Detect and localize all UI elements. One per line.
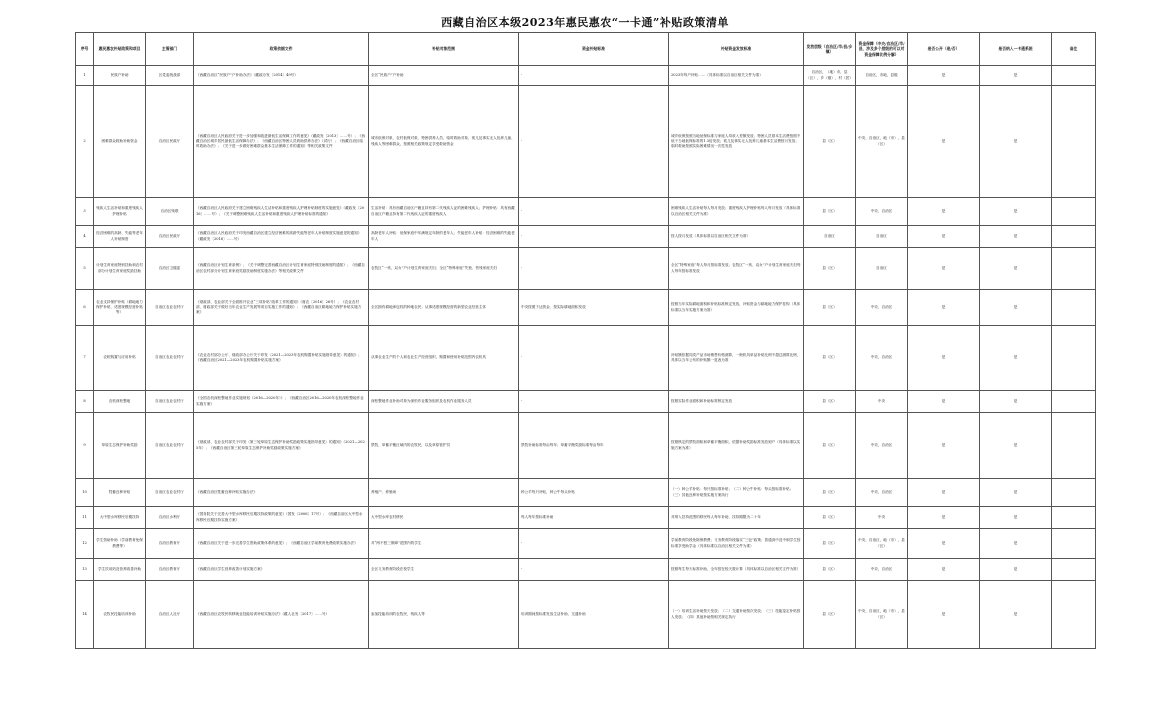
table-row [76, 66, 1096, 86]
header-cell: 补贴对象范围 [369, 33, 519, 66]
table-row [76, 529, 1096, 559]
cell-no: 13 [76, 559, 94, 581]
cell-scope: 对“两不愁三保障”范围内的学生 [369, 529, 519, 559]
cell-no: 6 [76, 290, 94, 326]
cell-public: 是 [908, 226, 980, 248]
cell-no: 5 [76, 248, 94, 290]
cell-amount: - [519, 198, 669, 226]
cell-note [1052, 581, 1096, 649]
cell-basis: 《西藏自治区农牧民转移就业技能培训补贴实施办法》（藏人社发〔2017〕……号） [194, 581, 369, 649]
cell-no: 8 [76, 391, 94, 413]
header-cell: 惠民惠农补贴政策和项目 [94, 33, 146, 66]
cell-scope: 全区“民族户”户补助 [369, 66, 519, 86]
cell-card: 是 [980, 479, 1052, 507]
table-row [76, 391, 1096, 413]
cell-fund: 中央 [856, 507, 908, 529]
cell-basis: 《西藏自治区“民族户”户补助办法》（藏政办发〔2014〕49号） [194, 66, 369, 86]
cell-amount: - [519, 326, 669, 391]
cell-fund: 中央，自治区 [856, 326, 908, 391]
cell-card: 是 [980, 86, 1052, 198]
cell-scope: 全区义务教育阶段在校学生 [369, 559, 519, 581]
cell-standard: 按照每生每天标准补助，全年按在校天数计算（具体标准以自治区相关文件为准） [669, 559, 804, 581]
cell-amount: - [519, 248, 669, 290]
cell-note [1052, 391, 1096, 413]
cell-card: 是 [980, 529, 1052, 559]
cell-basis: 《全国农机深松整地作业实施规划（2016—2020年）》；《西藏自治区2016—2020年农机深松整地作业实施方案》 [194, 391, 369, 413]
header-cell: 资金补贴标准 [519, 33, 669, 66]
cell-public: 是 [908, 507, 980, 529]
cell-amount: 每人每年按标准补助 [519, 507, 669, 529]
cell-amount: - [519, 391, 669, 413]
cell-card: 是 [980, 226, 1052, 248]
cell-scope: 深松整地作业补助对象为深松作业服务组织及农机作业服务人员 [369, 391, 519, 413]
cell-no: 9 [76, 413, 94, 479]
cell-level: 县（区） [804, 326, 856, 391]
cell-no: 3 [76, 198, 94, 226]
cell-standard: 学前教育阶段免除保教费；义务教育阶段落实“三包”政策；普通高中及中职学生按标准享受助学金（具体标准以自治区相关文件为准） [669, 529, 804, 559]
cell-dept: 自治区农业农村厅 [146, 290, 194, 326]
cell-public: 是 [908, 391, 980, 413]
cell-fund: 自治区 [856, 226, 908, 248]
cell-dept: 自治区农业农村厅 [146, 326, 194, 391]
header-cell: 补贴资金发放标准 [669, 33, 804, 66]
cell-name: 农机深松整地 [94, 391, 146, 413]
header-cell: 备注 [1052, 33, 1096, 66]
cell-public: 是 [908, 248, 980, 290]
cell-standard: 按照实际作业面积和补助标准核定发放 [669, 391, 804, 413]
cell-dept: 区党委统战部 [146, 66, 194, 86]
cell-level: 县（区） [804, 529, 856, 559]
cell-standard: 对纳入扶持范围的移民每人每年补助，扶持期限为二十年 [669, 507, 804, 529]
table-row [76, 507, 1096, 529]
cell-scope: 高龄老年人补贴：低保家庭中年满规定年龄的老年人；失能老年人补贴：经济困难的失能老年人 [369, 226, 519, 248]
cell-amount: - [519, 559, 669, 581]
cell-standard: （一）培训生活补助按天发放；（二）交通补助按次发放；（三）技能鉴定补贴按人发放；（四）其他补助按相关规定执行 [669, 581, 804, 649]
cell-standard: 按人按月发放（具体标准以自治区相关文件为准） [669, 226, 804, 248]
table-row [76, 581, 1096, 649]
cell-name: 牲畜良种补贴 [94, 479, 146, 507]
table-row [76, 248, 1096, 290]
table-row [76, 326, 1096, 391]
cell-level: 县（区） [804, 391, 856, 413]
cell-fund: 中央，自治区，地（市），县（区） [856, 529, 908, 559]
table-row [76, 479, 1096, 507]
header-cell: 是否纳入一卡通系统 [980, 33, 1052, 66]
cell-dept: 自治区教育厅 [146, 529, 194, 559]
cell-scope: 全区拥有耕地承包权的种地农民；从事适度规模经营的新型农业经营主体 [369, 290, 519, 326]
cell-fund: 中央，自治区，地（市），县（区） [856, 581, 908, 649]
cell-note [1052, 479, 1096, 507]
table-row [76, 290, 1096, 326]
cell-dept: 自治区残联 [146, 198, 194, 226]
cell-fund: 中央，自治区 [856, 413, 908, 479]
cell-public: 是 [908, 559, 980, 581]
cell-basis: 《农业农村部办公厅、财政部办公厅关于印发〈2021—2023年农机购置补贴实施指导意见〉的通知》；《西藏自治区2021—2023年农机购置补贴实施方案》 [194, 326, 369, 391]
cell-dept: 自治区民政厅 [146, 86, 194, 198]
cell-fund: 自治区，市地，县级 [856, 66, 908, 86]
cell-name: 学生饮用奶及营养改善补助 [94, 559, 146, 581]
cell-note [1052, 66, 1096, 86]
cell-card: 是 [980, 326, 1052, 391]
cell-note [1052, 86, 1096, 198]
cell-name: 大中型水库移民后期扶持 [94, 507, 146, 529]
cell-note [1052, 559, 1096, 581]
cell-name: 农机购置与应用补贴 [94, 326, 146, 391]
header-cell: 发放层级（自治区/市/县/乡镇） [804, 33, 856, 66]
cell-standard: 城乡低保按照当地低保标准与家庭人均收入差额发放；特困人员基本生活费按照不低于当地低保标准的1.3倍发放；孤儿及事实无人抚养儿童基本生活费按月发放；临时救助按照实际困难情况一次性发放 [669, 86, 804, 198]
cell-standard: 按照当年实际耕地面积和补贴标准核定发放，补贴资金与耕地地力保护挂钩（具体标准以当年实施方案为准） [669, 290, 804, 326]
cell-level: 县（区） [804, 198, 856, 226]
cell-level: 县（区） [804, 479, 856, 507]
cell-fund: 中央 [856, 391, 908, 413]
cell-level: 自治区，（地）市，县（区），乡（镇），村（居） [804, 66, 856, 86]
cell-standard: 困难残疾人生活补贴每人每月发放；重度残疾人护理补贴每人每月发放（具体标准以自治区相关文件为准） [669, 198, 804, 226]
header-cell: 资金保障（中央/自治区/市/县，涉及多个层级的可以对资金保障比例分解） [856, 33, 908, 66]
cell-amount: - [519, 226, 669, 248]
cell-amount: 禁牧补助标准每亩每年；草畜平衡奖励标准每亩每年 [519, 413, 669, 479]
cell-note [1052, 326, 1096, 391]
cell-fund: 中央，自治区 [856, 198, 908, 226]
cell-no: 1 [76, 66, 94, 86]
cell-name: 农牧民技能培训补助 [94, 581, 146, 649]
cell-note [1052, 290, 1096, 326]
cell-name: 计划生育家庭特别扶助和农村部分计划生育家庭奖励扶助 [94, 248, 146, 290]
cell-dept: 自治区水利厅 [146, 507, 194, 529]
policy-table [75, 32, 1096, 649]
cell-note [1052, 529, 1096, 559]
cell-amount: - [519, 86, 669, 198]
cell-amount: 种公羊每只补贴，种公牛每头补贴 [519, 479, 669, 507]
cell-scope: 城市低保对象、农村低保对象、特困供养人员、临时救助对象、孤儿及事实无人抚养儿童、残疾人等困难群众，按照相关政策规定享受救助资金 [369, 86, 519, 198]
cell-basis: 《西藏自治区关于进一步完善学生资助政策体系的意见》；《西藏自治区学前教育免费政策实施办法》 [194, 529, 369, 559]
cell-basis: 《国务院关于完善大中型水库移民后期扶持政策的意见》（国发〔2006〕17号）；《西藏自治区大中型水库移民后期扶持实施方案》 [194, 507, 369, 529]
cell-card: 是 [980, 581, 1052, 649]
cell-fund: 中央，自治区 [856, 290, 908, 326]
cell-note [1052, 413, 1096, 479]
cell-name: 残疾人生活补贴和重度残疾人护理补贴 [94, 198, 146, 226]
cell-basis: 《西藏自治区计划生育条例》；《关于调整完善西藏自治区计划生育家庭特别扶助制度的通知》；《西藏自治区农村部分计划生育家庭奖励扶助制度实施办法》等相关政策文件 [194, 248, 369, 290]
cell-card: 是 [980, 66, 1052, 86]
cell-scope: 禁牧、草畜平衡区域内的农牧民，以及草原管护员 [369, 413, 519, 479]
cell-level: 县（区） [804, 581, 856, 649]
cell-dept: 自治区民政厅 [146, 226, 194, 248]
cell-public: 是 [908, 413, 980, 479]
cell-public: 是 [908, 86, 980, 198]
cell-card: 是 [980, 413, 1052, 479]
cell-amount: 中央按照下达资金，按实际耕地面积发放 [519, 290, 669, 326]
cell-dept: 自治区人社厅 [146, 581, 194, 649]
cell-level: 县（区） [804, 559, 856, 581]
cell-standard: 补贴额依据同类产品市场销售价格测算，一般机具单品补贴比例不超过测算比例，具体以当年公布的补贴额一览表为准 [669, 326, 804, 391]
cell-basis: 《财政部、农业农村部关于印发〈第三轮草原生态保护补助奖励政策实施指导意见〉的通知》（2021—2025年）；《西藏自治区第三轮草原生态保护补助奖励政策实施方案》 [194, 413, 369, 479]
cell-fund: 中央，自治区 [856, 559, 908, 581]
cell-scope: 参加技能培训的农牧民、残疾人等 [369, 581, 519, 649]
cell-public: 是 [908, 326, 980, 391]
cell-basis: 《西藏自治区人民政府关于印发西藏自治区建立经济困难的高龄失能等老年人补贴制度实施意见的通知》（藏政发〔2016〕……号） [194, 226, 369, 248]
cell-dept: 自治区农业农村厅 [146, 391, 194, 413]
cell-no: 10 [76, 479, 94, 507]
cell-scope: 生活补贴：具有西藏自治区户籍且持有第二代残疾人证的困难残疾人；护理补贴：具有西藏自治区户籍且持有第二代残疾人证的重度残疾人 [369, 198, 519, 226]
cell-note [1052, 507, 1096, 529]
cell-fund: 中央，自治区 [856, 479, 908, 507]
cell-level: 县（区） [804, 413, 856, 479]
header-cell: 主管部门 [146, 33, 194, 66]
cell-scope: 从事农业生产的个人和农业生产经营组织，购置和使用补贴范围内农机具 [369, 326, 519, 391]
cell-basis: 《西藏自治区人民政府关于进一步加强和改进最低生活保障工作的意见》（藏政发〔2013〕……号）；《西藏自治区城乡居民最低生活保障办法》；《西藏自治区特困人员救助供养办法》（试行）；《西藏自治区临时救助办法》；《关于进一步做好困难群众基本生活保障工作的通知》等相关政策文件 [194, 86, 369, 198]
cell-level: 县（区） [804, 290, 856, 326]
cell-standard: 全区“特殊家庭”每人每月按标准发放；农牧区“一孩、双女”户计划生育家庭夫妇每人每年按标准发放 [669, 248, 804, 290]
cell-level: 县（区） [804, 248, 856, 290]
cell-fund: 中央，自治区，地（市），县（区） [856, 86, 908, 198]
cell-name: 学生资助补助（学前教育免保教费等） [94, 529, 146, 559]
cell-amount: 培训期间按标准发放生活补助、交通补助 [519, 581, 669, 649]
cell-amount: - [519, 66, 669, 86]
header-cell: 是否公开（是/否） [908, 33, 980, 66]
cell-name: 民族户补助 [94, 66, 146, 86]
cell-basis: 《财政部、农业部关于全面推开农业“三项补贴”改革工作的通知》（财农〔2016〕26号）；《农业农村部、财政部关于做好当年农业生产发展等项目实施工作的通知》；《西藏自治区耕地地力保护补贴实施方案》 [194, 290, 369, 326]
cell-card: 是 [980, 391, 1052, 413]
cell-note [1052, 198, 1096, 226]
cell-dept: 自治区农业农村厅 [146, 479, 194, 507]
cell-name: 困难群众救助补助资金 [94, 86, 146, 198]
cell-public: 是 [908, 479, 980, 507]
cell-standard: 2023年每户补贴……（具体标准以自治区相关文件为准） [669, 66, 804, 86]
cell-no: 12 [76, 529, 94, 559]
cell-scope: 养殖户、养殖场 [369, 479, 519, 507]
cell-fund: 自治区 [856, 248, 908, 290]
cell-level: 县（区） [804, 507, 856, 529]
cell-note [1052, 226, 1096, 248]
cell-no: 11 [76, 507, 94, 529]
cell-scope: 大中型水库农村移民 [369, 507, 519, 529]
cell-public: 是 [908, 581, 980, 649]
header-cell: 政策依据文件 [194, 33, 369, 66]
cell-card: 是 [980, 559, 1052, 581]
cell-no: 2 [76, 86, 94, 198]
header-cell: 序号 [76, 33, 94, 66]
cell-card: 是 [980, 248, 1052, 290]
cell-public: 是 [908, 198, 980, 226]
cell-scope: 农牧区“一孩、双女”户计划生育家庭夫妇；全区“特殊家庭”失独、伤残家庭夫妇 [369, 248, 519, 290]
cell-amount: - [519, 529, 669, 559]
table-row [76, 413, 1096, 479]
cell-standard: （一）种公羊补贴：每只按标准补贴；（二）种公牛补贴：每头按标准补贴；（三）其他良种补贴按实施方案执行 [669, 479, 804, 507]
cell-dept: 自治区卫健委 [146, 248, 194, 290]
cell-public: 是 [908, 66, 980, 86]
cell-card: 是 [980, 198, 1052, 226]
cell-card: 是 [980, 290, 1052, 326]
cell-standard: 按照核定的禁牧面积和草畜平衡面积，依据补助奖励标准发放到户（具体标准以实施方案为准） [669, 413, 804, 479]
table-header-row [76, 33, 1096, 66]
cell-dept: 自治区教育厅 [146, 559, 194, 581]
cell-no: 14 [76, 581, 94, 649]
cell-level: 县（区） [804, 86, 856, 198]
cell-public: 是 [908, 290, 980, 326]
cell-public: 是 [908, 529, 980, 559]
cell-level: 自治区 [804, 226, 856, 248]
table-row [76, 559, 1096, 581]
table-row [76, 198, 1096, 226]
cell-dept: 自治区农业农村厅 [146, 413, 194, 479]
cell-no: 4 [76, 226, 94, 248]
cell-no: 7 [76, 326, 94, 391]
cell-name: 农业支持保护补贴（耕地地力保护补贴、适度规模经营补贴等） [94, 290, 146, 326]
cell-basis: 《西藏自治区学生营养改善计划实施方案》 [194, 559, 369, 581]
cell-note [1052, 248, 1096, 290]
cell-name: 经济困难的高龄、失能等老年人补贴制度 [94, 226, 146, 248]
cell-name: 草原生态保护补助奖励 [94, 413, 146, 479]
table-row [76, 226, 1096, 248]
table-row [76, 86, 1096, 198]
page-title: 西藏自治区本级2023年惠民惠农“一卡通”补贴政策清单 [441, 16, 729, 29]
cell-basis: 《西藏自治区人民政府关于建立困难残疾人生活补贴和重度残疾人护理补贴制度的实施意见》（藏政发〔2016〕……号）；《关于调整困难残疾人生活补贴和重度残疾人护理补贴标准的通知》 [194, 198, 369, 226]
cell-basis: 《西藏自治区牲畜良种补贴实施办法》 [194, 479, 369, 507]
cell-card: 是 [980, 507, 1052, 529]
